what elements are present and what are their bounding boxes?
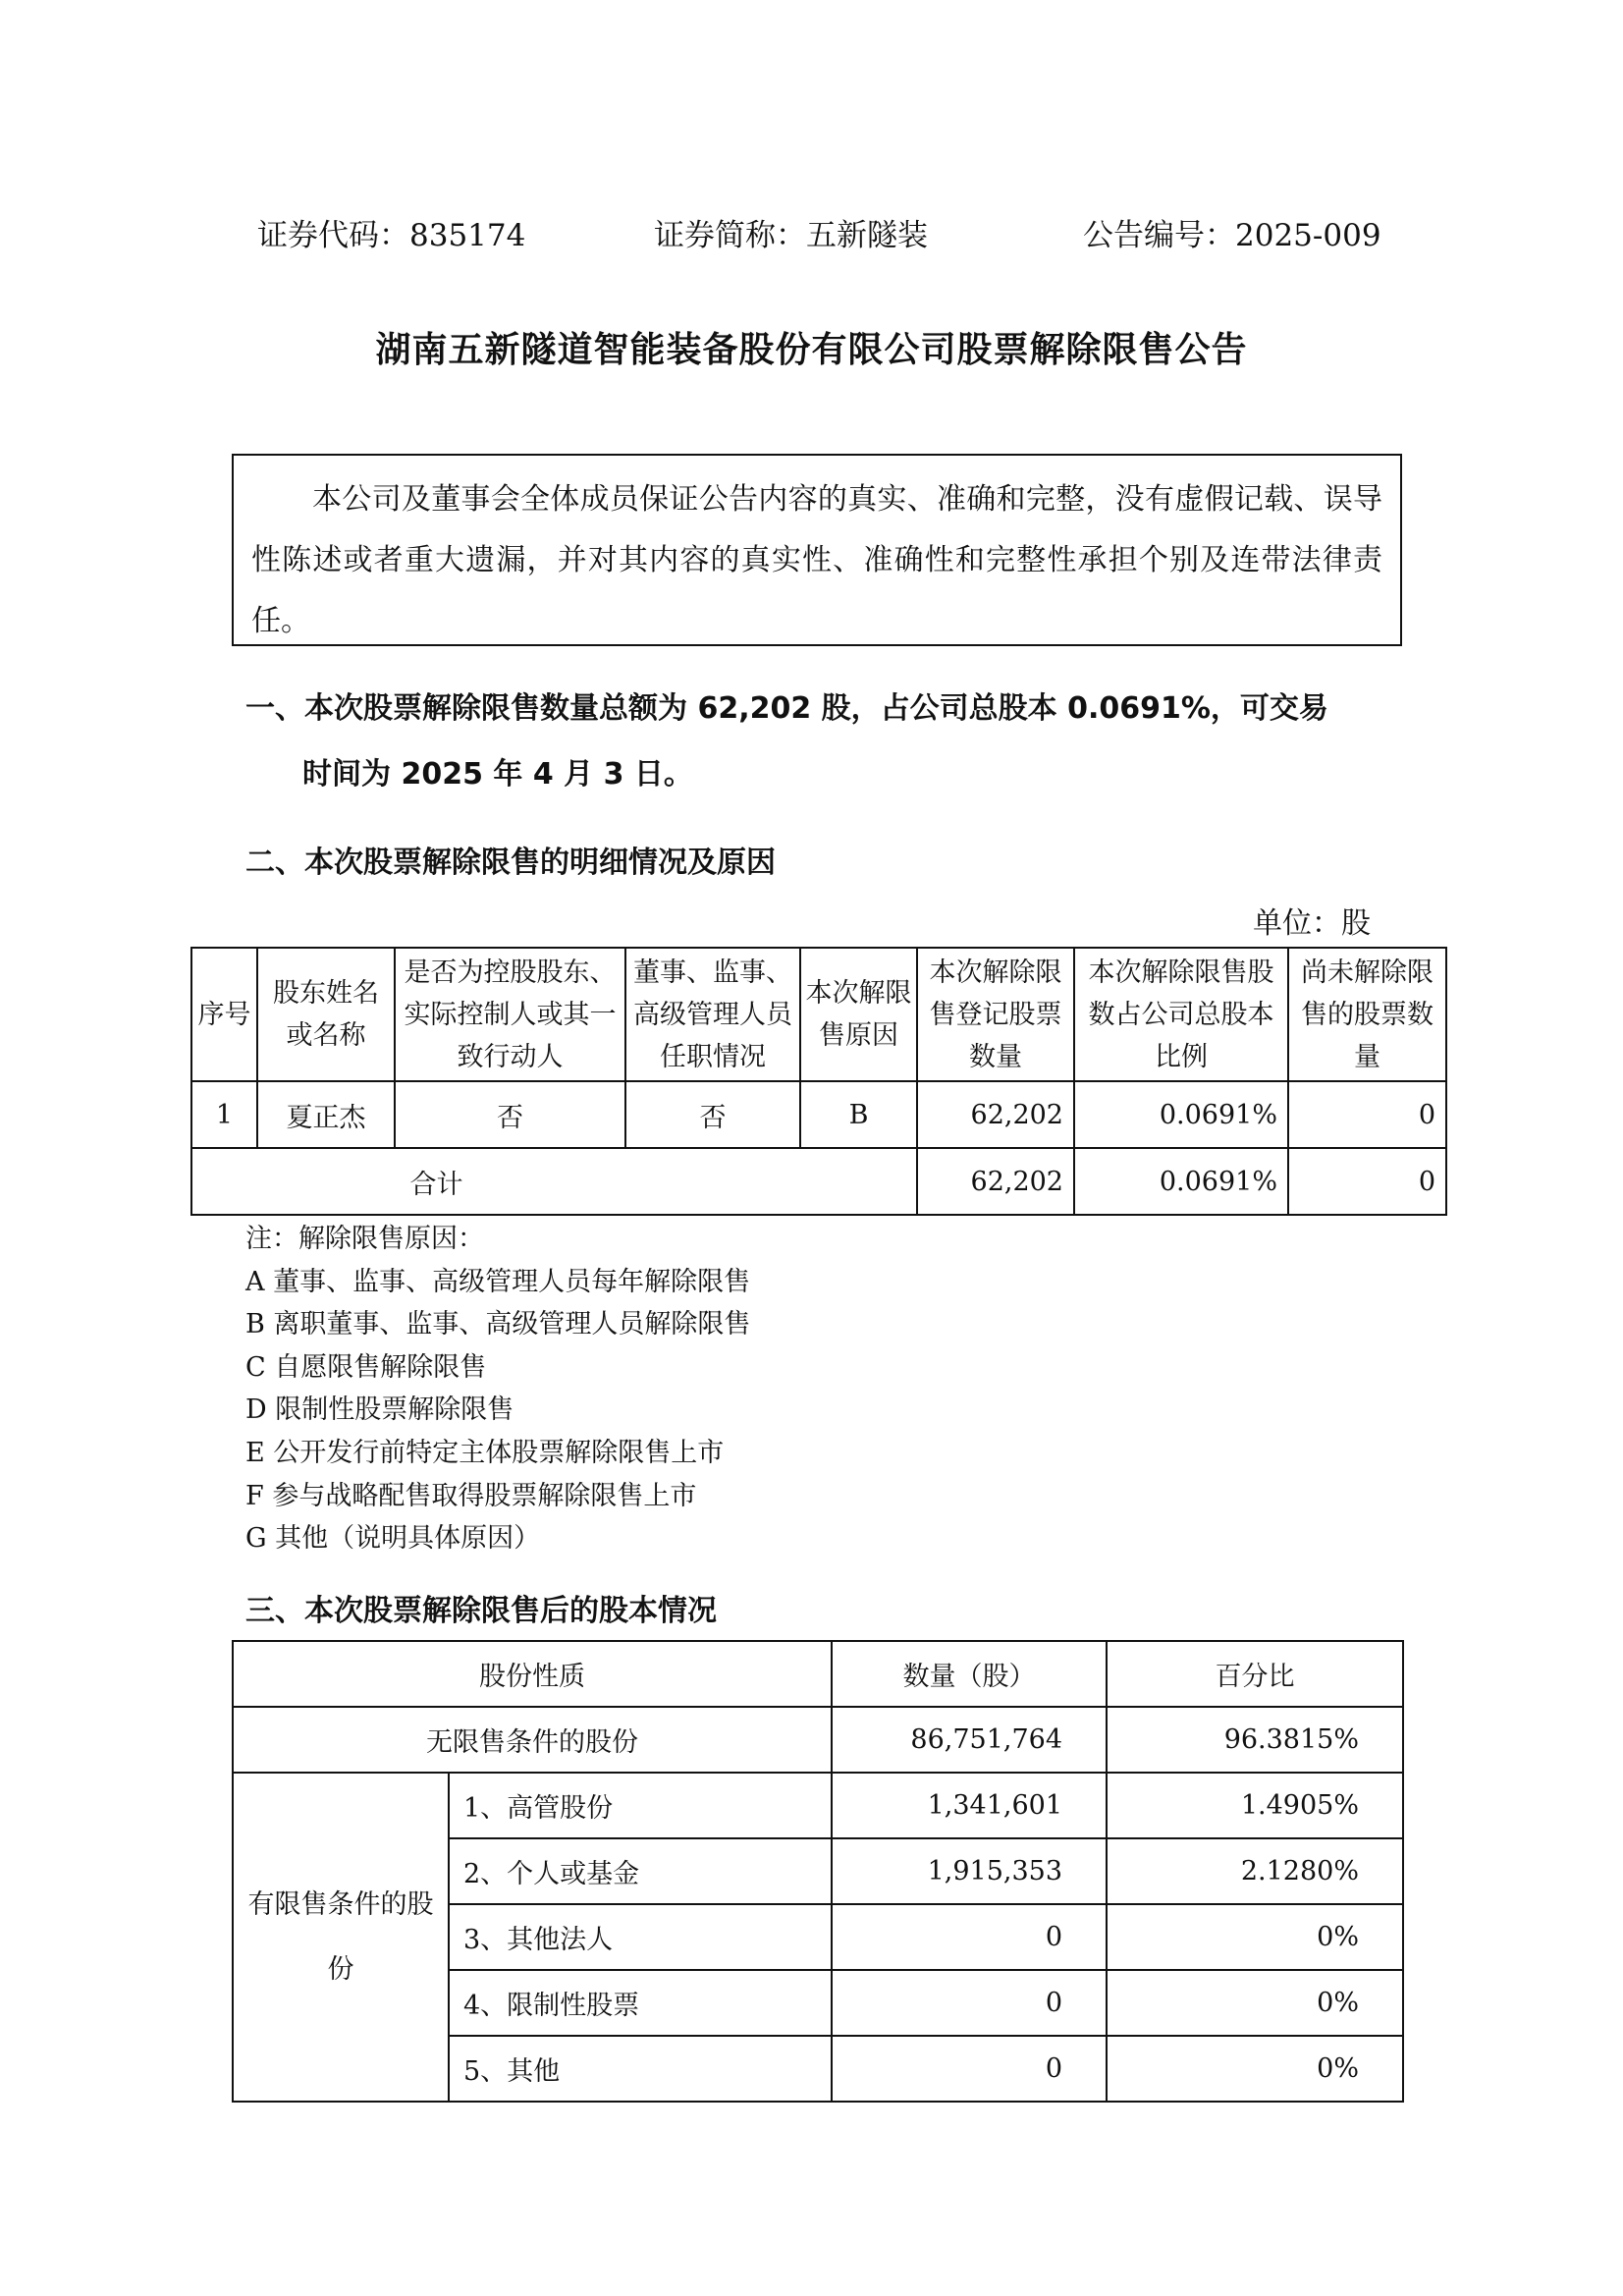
page-title: 湖南五新隧道智能装备股份有限公司股票解除限售公告 [375,330,1248,370]
restricted-quantity: 1,341,601 [832,1773,1107,1838]
header-cell: 本次解限售原因 [800,948,917,1081]
header-cell: 数量（股） [832,1641,1107,1707]
responsibility-notice: 本公司及董事会全体成员保证公告内容的真实、准确和完整，没有虚假记载、误导性陈述或者重大遗漏，并对其内容的真实性、准确性和完整性承担个别及连带法律责任。 [232,454,1402,646]
restricted-type: 3、其他法人 [449,1904,832,1970]
restricted-quantity: 1,915,353 [832,1838,1107,1904]
restricted-label [233,1773,449,2102]
table-row [191,1081,1446,1148]
section1-line1: 一、本次股票解除限售数量总额为 62,202 股，占公司总股本 0.0691%，可交易 [245,691,1328,726]
table-header-row [233,1641,1403,1707]
note-line: D 限制性股票解除限售 [245,1394,514,1426]
header-cell: 本次解除限售股数占公司总股本比例 [1074,948,1288,1081]
restricted-type: 4、限制性股票 [449,1970,832,2036]
table-header-row [191,948,1446,1081]
restricted-percentage: 0% [1107,1970,1403,2036]
unrestricted-percentage: 96.3815% [1107,1707,1403,1773]
header-cell: 尚未解除限售的股票数量 [1288,948,1446,1081]
restricted-percentage: 2.1280% [1107,1838,1403,1904]
security-short-name: 证券简称：五新隧装 [654,218,928,253]
shareholder-name: 夏正杰 [257,1081,395,1148]
restricted-percentage: 1.4905% [1107,1773,1403,1838]
table-row [233,1773,1403,1838]
remaining-quantity: 0 [1288,1081,1446,1148]
header-cell: 董事、监事、高级管理人员任职情况 [625,948,800,1081]
release-ratio: 0.0691% [1074,1081,1288,1148]
header-cell: 本次解除限售登记股票数量 [917,948,1074,1081]
restricted-type: 1、高管股份 [449,1773,832,1838]
restricted-quantity: 0 [832,2036,1107,2102]
header-cell: 序号 [191,948,257,1081]
section2-heading: 二、本次股票解除限售的明细情况及原因 [245,846,776,880]
note-line: 注：解除限售原因： [245,1224,484,1254]
release-quantity: 62,202 [917,1081,1074,1148]
unit-label: 单位：股 [1253,906,1371,941]
section1-line2: 时间为 2025 年 4 月 3 日。 [302,757,693,792]
total-remaining: 0 [1288,1148,1446,1215]
note-line: B 离职董事、监事、高级管理人员解除限售 [245,1309,751,1340]
total-ratio: 0.0691% [1074,1148,1288,1215]
release-reason-notes [245,1218,750,1560]
restricted-quantity: 0 [832,1904,1107,1970]
header-cell: 股份性质 [233,1641,832,1707]
header-cell: 是否为控股股东、实际控制人或其一致行动人 [395,948,625,1081]
restricted-type: 5、其他 [449,2036,832,2102]
share-capital-table [232,1640,1404,2103]
announcement-number: 公告编号：2025-009 [1083,218,1381,253]
unrestricted-quantity: 86,751,764 [832,1707,1107,1773]
restricted-type: 2、个人或基金 [449,1838,832,1904]
restricted-percentage: 0% [1107,2036,1403,2102]
section3-heading: 三、本次股票解除限售后的股本情况 [245,1594,717,1628]
note-line: G 其他（说明具体原因） [245,1523,541,1555]
note-line: E 公开发行前特定主体股票解除限售上市 [245,1437,725,1468]
restricted-quantity: 0 [832,1970,1107,2036]
row-number: 1 [191,1081,257,1148]
security-code: 证券代码：835174 [257,218,526,253]
release-reason: B [800,1081,917,1148]
restricted-percentage: 0% [1107,1904,1403,1970]
table-row [233,1707,1403,1773]
unrestricted-label: 无限售条件的股份 [233,1707,832,1773]
header-cell: 百分比 [1107,1641,1403,1707]
controlling-flag: 否 [395,1081,625,1148]
note-line: A 董事、监事、高级管理人员每年解除限售 [245,1266,751,1297]
note-line: F 参与战略配售取得股票解除限售上市 [245,1480,697,1511]
note-line: C 自愿限售解除限售 [245,1351,487,1383]
total-quantity: 62,202 [917,1148,1074,1215]
total-label: 合计 [191,1148,917,1215]
director-flag: 否 [625,1081,800,1148]
release-detail-table [190,947,1447,1216]
restricted-label-text: 有限售条件的股份 [247,1888,434,1985]
table-total-row [191,1148,1446,1215]
header-cell: 股东姓名或名称 [257,948,395,1081]
